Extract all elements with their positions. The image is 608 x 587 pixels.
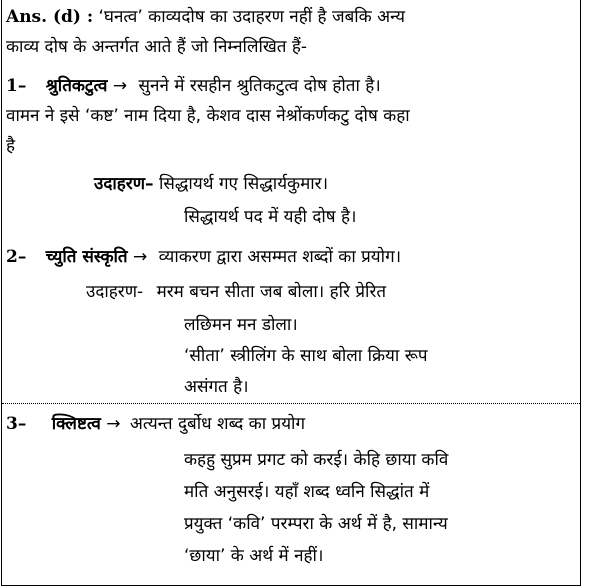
item-2-example-line-3: ‘सीता’ स्त्रीलिंग के साथ बोला क्रिया रूप <box>184 346 428 366</box>
item-3-number: 3– <box>6 414 27 434</box>
section-divider <box>2 403 580 404</box>
item-1-line-2: वामन ने इसे ‘कष्ट’ नाम दिया है, केशव दास नेश्रोंकर्णकटु दोष कहा <box>6 106 410 126</box>
item-1-number: 1– <box>6 76 27 96</box>
answer-text: ‘घनत्व’ काव्यदोष का उदाहरण नहीं है जबकि अन्य <box>98 7 406 27</box>
item-3-example-line-3: प्रयुक्त ‘कवि’ परम्परा के अर्थ में है, सामान्य <box>184 514 448 534</box>
item-2-example-line-4: असंगत है। <box>184 377 249 397</box>
item-1-example-line-2: सिद्धायर्थ पद में यही दोष है। <box>184 207 357 227</box>
item-3-heading: क्लिष्टत्व <box>51 414 101 434</box>
item-2-example-line-1 <box>86 281 386 303</box>
item-3-line-1: अत्यन्त दुर्बोध शब्द का प्रयोग <box>129 414 306 434</box>
item-1-heading: श्रुतिकटुत्व <box>45 76 108 96</box>
item-1-heading-line <box>6 75 381 97</box>
answer-intro-line-1 <box>6 6 405 28</box>
item-1-example-text-1: सिद्धायर्थ गए सिद्धार्यकुमार। <box>158 174 329 194</box>
item-3-example-line-4: ‘छाया’ के अर्थ में नहीं। <box>184 546 324 566</box>
item-1-line-3: है <box>6 136 16 156</box>
item-2-number: 2– <box>6 247 27 267</box>
item-2-heading-line <box>6 246 401 268</box>
item-3-heading-line <box>6 413 305 435</box>
item-2-line-1: व्याकरण द्वारा असम्मत शब्दों का प्रयोग। <box>158 247 402 267</box>
item-2-example-line-2: लछिमन मन डोला। <box>184 315 298 335</box>
item-3-example-line-1: कहहु सुप्रम प्रगट को करई। केहि छाया कवि <box>184 450 449 470</box>
item-1-example-line-1 <box>94 173 328 195</box>
answer-intro-line-2: काव्य दोष के अन्तर्गत आते हैं जो निम्नलिखित हैं- <box>6 37 308 57</box>
item-3-arrow: → <box>106 414 121 434</box>
item-3-example-line-2: मति अनुसरई। यहाँ शब्द ध्वनि सिद्धांत में <box>184 482 430 502</box>
item-2-example-label: उदाहरण- <box>86 282 144 302</box>
answer-box <box>1 0 581 586</box>
item-1-arrow: → <box>112 76 128 96</box>
item-2-arrow: → <box>133 247 148 267</box>
item-2-example-text-1: मरम बचन सीता जब बोला। हरि प्रेरित <box>156 282 387 302</box>
item-1-example-label: उदाहरण– <box>94 174 154 194</box>
answer-label: Ans. (d) : <box>6 7 94 27</box>
item-2-heading: च्युति संस्कृति <box>45 247 128 267</box>
item-1-line-1: सुनने में रसहीन श्रुतिकटुत्व दोष होता है। <box>138 76 381 96</box>
